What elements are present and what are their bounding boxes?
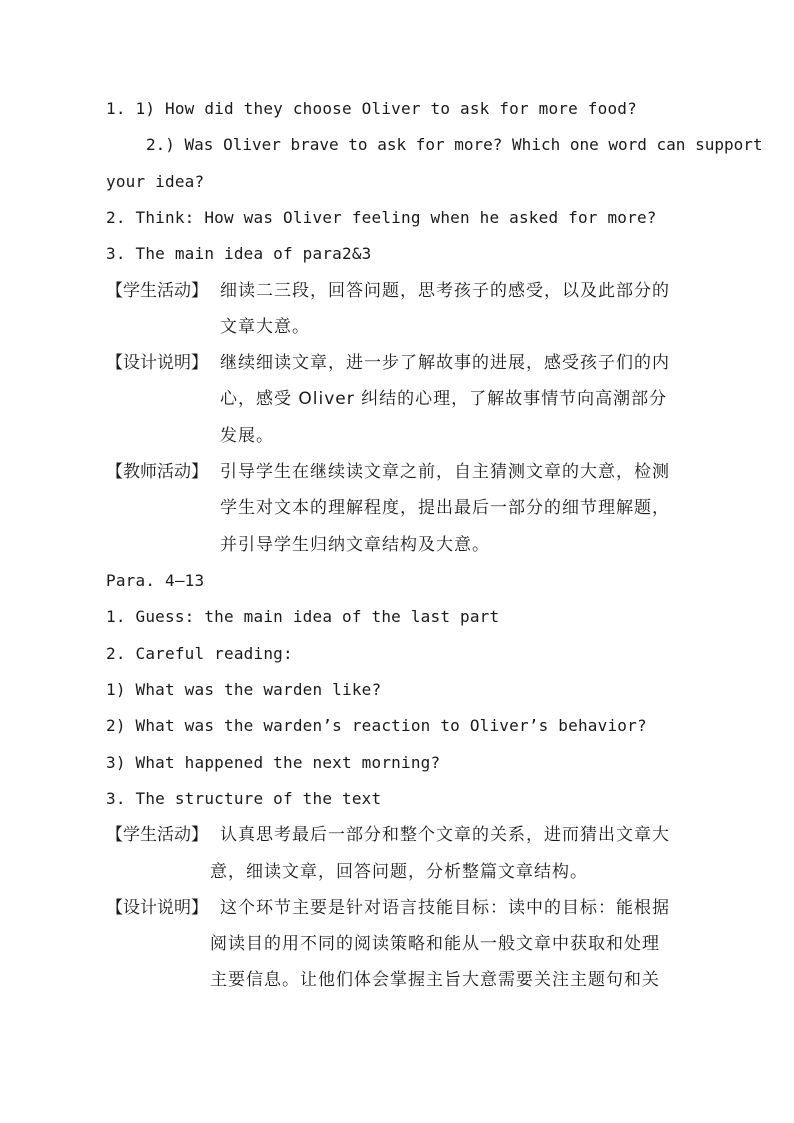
task-2-question-1: 1) What was the warden like? (106, 680, 382, 699)
teacher-activity-line: 学生对文本的理解程度，提出最后一部分的细节理解题， (220, 498, 670, 518)
question-1-1: 1. 1) How did they choose Oliver to ask for more food? (106, 99, 637, 118)
student-activity-line: 文章大意。 (220, 317, 310, 337)
design-note-line: 阅读目的用不同的阅读策略和能从一般文章中获取和处理 (210, 934, 660, 954)
student-activity-line: 意，细读文章，回答问题，分析整篇文章结构。 (210, 862, 588, 882)
task-2-question-3: 3) What happened the next morning? (106, 753, 441, 772)
design-note-line: 发展。 (220, 426, 274, 446)
design-note-label: 【设计说明】 (106, 898, 208, 918)
question-2: 2. Think: How was Oliver feeling when he asked for more? (106, 208, 657, 227)
teacher-activity-line: 引导学生在继续读文章之前，自主猜测文章的大意，检测 (220, 462, 670, 482)
student-activity-label: 【学生活动】 (106, 281, 208, 301)
task-1: 1. Guess: the main idea of the last part (106, 607, 500, 626)
student-activity-line: 细读二三段，回答问题，思考孩子的感受，以及此部分的 (220, 281, 670, 301)
task-2-question-2: 2) What was the warden’s reaction to Oliver’s behavior? (106, 716, 647, 735)
design-note-label: 【设计说明】 (106, 353, 208, 373)
student-activity-line: 认真思考最后一部分和整个文章的关系，进而猜出文章大 (220, 825, 670, 845)
design-note-line: 继续细读文章，进一步了解故事的进展，感受孩子们的内 (220, 353, 670, 373)
teacher-activity-label: 【教师活动】 (106, 462, 208, 482)
student-activity-label: 【学生活动】 (106, 825, 208, 845)
para-heading: Para. 4—13 (106, 571, 205, 590)
teacher-activity-line: 并引导学生归纳文章结构及大意。 (220, 535, 490, 555)
task-3: 3. The structure of the text (106, 789, 382, 808)
task-2: 2. Careful reading: (106, 644, 293, 663)
question-1-2: 2.) Was Oliver brave to ask for more? Which one word can support (146, 135, 763, 154)
question-3: 3. The main idea of para2&3 (106, 244, 372, 263)
design-note-line: 这个环节主要是针对语言技能目标：读中的目标：能根据 (220, 898, 670, 918)
design-note-line: 心，感受 Oliver 纠结的心理，了解故事情节向高潮部分 (220, 389, 668, 409)
design-note-line: 主要信息。让他们体会掌握主旨大意需要关注主题句和关 (210, 970, 660, 990)
question-1-2-continued: your idea? (106, 172, 205, 191)
